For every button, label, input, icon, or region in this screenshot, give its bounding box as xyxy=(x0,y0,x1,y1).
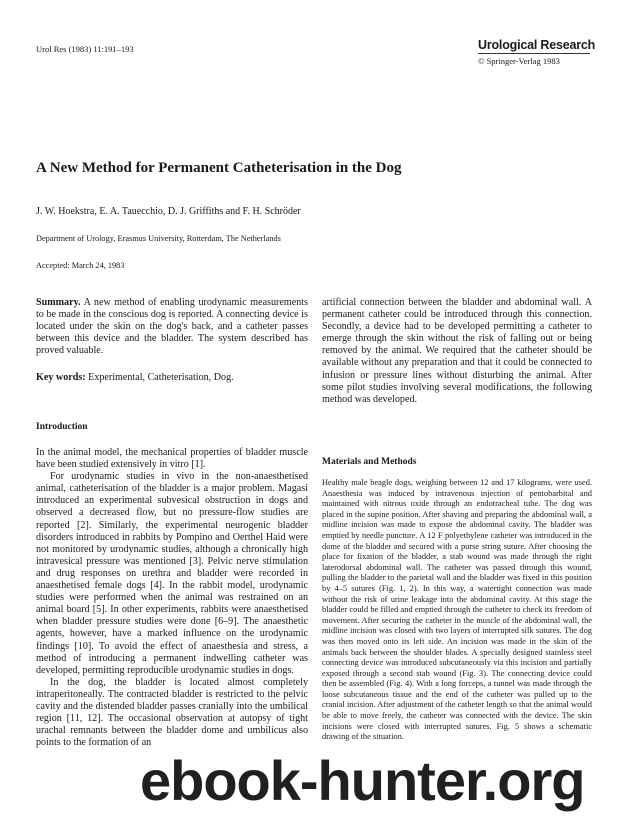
keywords-label: Key words: xyxy=(36,372,86,383)
journal-name-rule xyxy=(478,53,590,54)
introduction-paragraph-2: For urodynamic studies in vivo in the non-anaesthetised animal, catheterisation of the bladder is a major problem. Magasi introduced an experimental subvesical obstruction in dogs and observed a decreased flow, but no pressure-flow studies are reported [2]. Similarly, the experimental neurogenic bladder disorders introduced in rabbits by Pompino and Oerthel Haid were not monitored by urodynamic studies, although a chronically high intravesical pressure was mentioned [3]. Pelvic nerve stimulation and drug responses on urethra and bladder were recorded in anaesthetised female dogs [4]. In the rabbit model, urodynamic studies were performed when the animal was restrained on an animal board [5]. In other experiments, rabbits were anaesthetised when bladder pressure studies were done [6–9]. The anaesthetic agents, however, have a marked influence on the urodynamic findings [10]. To avoid the effect of anaesthesia and stress, a method of introducing a permanent indwelling catheter was developed, permitting reproducible urodynamic studies in dogs. xyxy=(36,471,308,676)
author-list: J. W. Hoekstra, E. A. Tauecchio, D. J. Griffiths and F. H. Schröder xyxy=(36,206,301,217)
article-title: A New Method for Permanent Catheterisation in the Dog xyxy=(36,160,402,176)
section-heading-introduction: Introduction xyxy=(36,422,88,432)
keywords-text: Experimental, Catheterisation, Dog. xyxy=(88,372,234,383)
methods-paragraph: Healthy male beagle dogs, weighing between 12 and 17 kilograms, were used. Anaesthesia was induced by intravenous injection of pentobarbital and maintained with nitrous oxide through an endotracheal tube. The dog was placed in the supine position. After shaving and preparing the abdominal wall, a midline incision was made to expose the abdominal cavity. The bladder was emptied by needle puncture. A 12 F polyethylene catheter was introduced in the dome of the bladder and secured with a purse string suture. After choosing the place for fixation of the bladder, a stab wound was made through the right laterodorsal abdominal wall. The catheter was passed through this wound, pulling the bladder to the parietal wall and the bladder was fixed in this position by 4–5 sutures (Fig. 1, 2). In this way, a watertight connection was made without the risk of urine leakage into the abdominal cavity. At this stage the bladder could be filled and emptied through the catheter to check its freedom of movement. After securing the catheter in the muscle of the abdominal wall, the midline incision was closed with two layers of interrupted silk sutures. The dog was then moved onto its left side. An incision was made in the skin of the animals back between the shoulder blades. A specially designed stainless steel connecting device was introduced subcutaneously via this incision and partially exposed through a second stab wound (Fig. 3). The connecting device could then be assembled (Fig. 4). With a long forceps, a tunnel was made through the loose subcutaneous tissue and the end of the catheter was pulled up to the cranial incision. After adjustment of the catheter length so that the animal would be able to move freely, the catheter was connected with the device. The skin incisions were closed with interrupted sutures. Fig. 5 shows a schematic drawing of the situation. xyxy=(322,478,592,742)
abstract-label: Summary. xyxy=(36,297,81,308)
abstract-text: A new method of enabling urodynamic measurements to be made in the conscious dog is reported. A connecting device is located under the skin on the dog's back, and a catheter passes between this device and the bladder. The system described has proved valuable. xyxy=(36,297,308,357)
introduction-paragraph-3: In the dog, the bladder is located almost completely intraperitoneally. The contracted bladder is restricted to the pelvic cavity and the distended bladder passes cranially into the umbilical region [11, 12]. The occasional observation at autopsy of tight urachal remnants between the bladder dome and umbilicus also points to the formation of an xyxy=(36,676,308,749)
abstract-block xyxy=(36,297,308,357)
journal-reference: Urol Res (1983) 11:191–193 xyxy=(36,44,134,54)
affiliation: Department of Urology, Erasmus University, Rotterdam, The Netherlands xyxy=(36,234,281,243)
copyright-notice: © Springer-Verlag 1983 xyxy=(478,56,560,66)
keywords-paragraph xyxy=(36,372,308,384)
abstract-paragraph xyxy=(36,297,308,357)
accepted-date: Accepted: March 24, 1983 xyxy=(36,261,125,270)
methods-heading-block xyxy=(322,457,592,467)
methods-body xyxy=(322,478,592,743)
introduction-continuation-block xyxy=(322,297,592,406)
introduction-continuation: artificial connection between the bladder and abdominal wall. A permanent catheter could be introduced through this connection. Secondly, a device had to be developed permitting a catheter to emerge through the skin without the risk of falling out or being removed by the animal. We required that the catheter should be available without any preparation and that it could be connected to infusion or pressure lines without disturbing the animal. After some pilot studies involving several modifications, the following method was developed. xyxy=(322,297,592,405)
introduction-heading-block xyxy=(36,422,308,432)
keywords-block xyxy=(36,372,308,384)
introduction-body xyxy=(36,447,308,749)
introduction-paragraph-1: In the animal model, the mechanical properties of bladder muscle have been studied extensively in vitro [1]. xyxy=(36,447,308,471)
section-heading-methods: Materials and Methods xyxy=(322,457,417,467)
journal-name: Urological Research xyxy=(478,38,596,52)
watermark-text: ebook-hunter.org xyxy=(140,749,585,812)
